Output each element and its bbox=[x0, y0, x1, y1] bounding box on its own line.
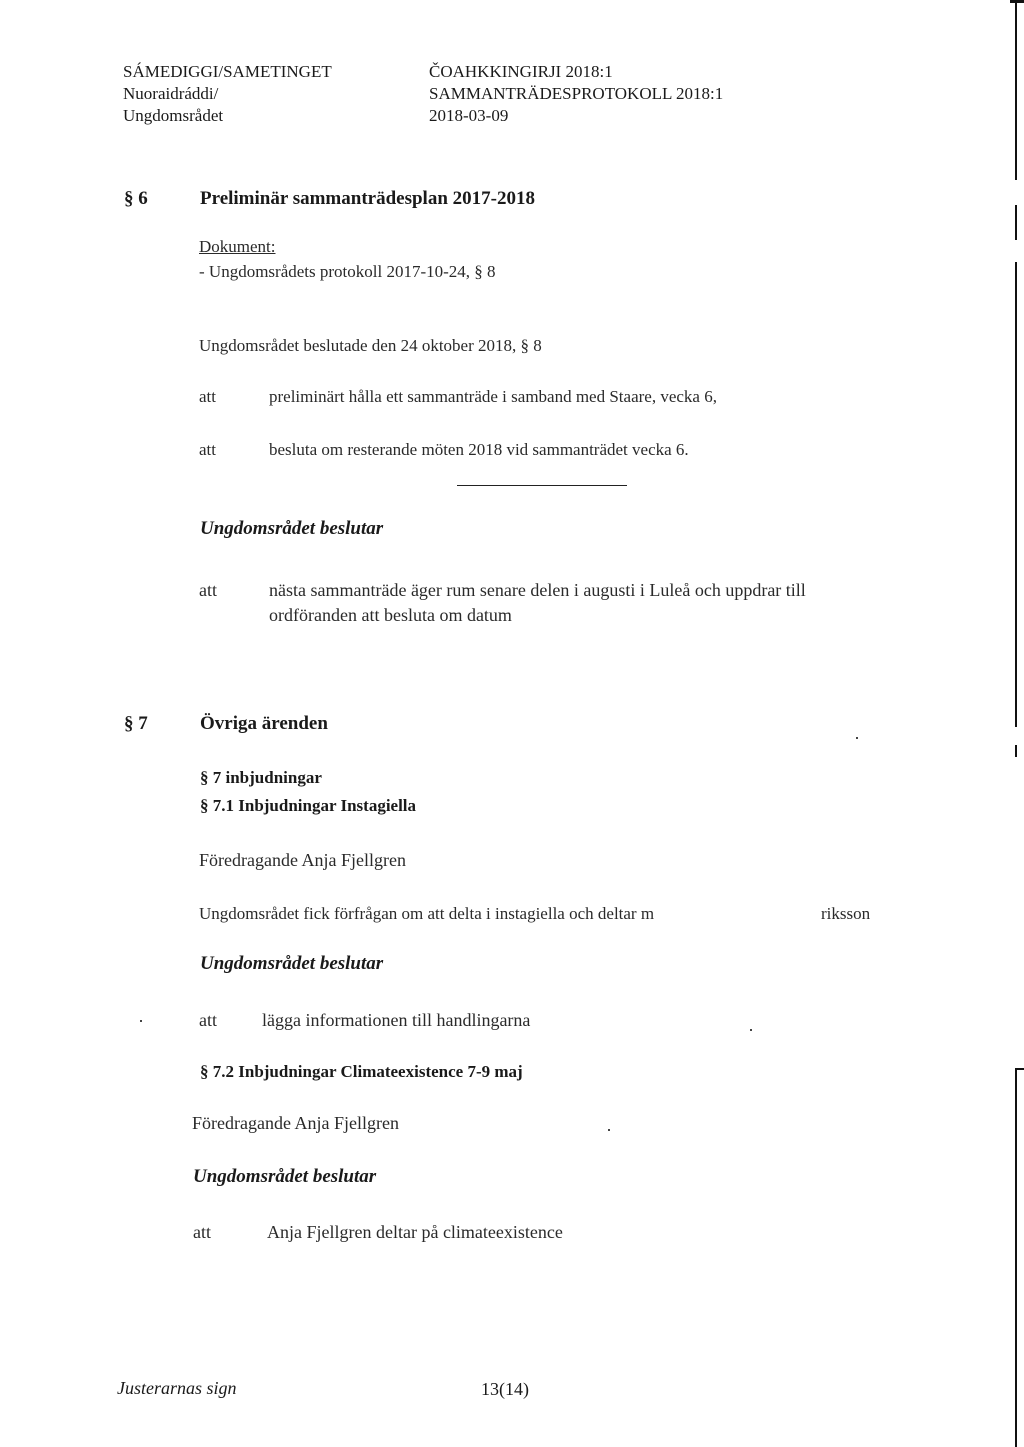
scan-speck bbox=[856, 737, 858, 739]
item-7-2-decision-att: att bbox=[193, 1222, 211, 1242]
section-6-decision-att: att bbox=[199, 580, 217, 600]
item-7-1-heading: § 7.1 Inbjudningar Instagiella bbox=[200, 796, 417, 815]
org-line-3: Ungdomsrådet bbox=[123, 106, 224, 125]
scan-edge-segment-3 bbox=[1015, 1068, 1017, 1447]
section-6-decision-line-2: ordföranden att besluta om datum bbox=[269, 605, 512, 625]
prior-item-1-att: att bbox=[199, 387, 216, 406]
prior-item-1-text: preliminärt hålla ett sammanträde i samband med Staare, vecka 6, bbox=[269, 387, 717, 406]
item-7-2-heading: § 7.2 Inbjudningar Climateexistence 7-9 maj bbox=[200, 1062, 523, 1081]
scan-speck bbox=[608, 1129, 610, 1131]
item-7-1-decision-att: att bbox=[199, 1010, 217, 1030]
prior-item-2-text: besluta om resterande möten 2018 vid sammanträdet vecka 6. bbox=[269, 440, 689, 459]
scan-edge-top bbox=[1010, 0, 1024, 3]
separator-line bbox=[457, 485, 627, 486]
org-line-1: SÁMEDIGGI/SAMETINGET bbox=[123, 62, 332, 81]
header-organization bbox=[123, 61, 332, 127]
scan-speck bbox=[140, 1020, 142, 1022]
scan-edge-bracket bbox=[1015, 1068, 1024, 1070]
documents-label: Dokument: bbox=[199, 237, 276, 256]
prior-decision-intro: Ungdomsrådet beslutade den 24 oktober 2018, § 8 bbox=[199, 336, 542, 355]
doc-line-1: ČOAHKKINGIRJI 2018:1 bbox=[429, 62, 613, 81]
scan-edge-segment-2 bbox=[1015, 262, 1017, 727]
item-7-1-body-continuation: riksson bbox=[821, 904, 871, 923]
item-7-1-decision-heading: Ungdomsrådet beslutar bbox=[200, 953, 384, 974]
section-6-decision-heading: Ungdomsrådet beslutar bbox=[200, 518, 384, 539]
section-7-number: § 7 bbox=[124, 713, 148, 734]
section-7-title: Övriga ärenden bbox=[200, 713, 328, 734]
section-7-subheading: § 7 inbjudningar bbox=[200, 768, 322, 787]
item-7-2-decision-heading: Ungdomsrådet beslutar bbox=[193, 1166, 377, 1187]
signature-label: Justerarnas sign bbox=[117, 1378, 237, 1398]
section-6-number: § 6 bbox=[124, 188, 148, 209]
doc-line-2: SAMMANTRÄDESPROTOKOLL 2018:1 bbox=[429, 84, 724, 103]
scan-speck bbox=[750, 1029, 752, 1031]
prior-item-2-att: att bbox=[199, 440, 216, 459]
item-7-1-presenter: Föredragande Anja Fjellgren bbox=[199, 850, 406, 870]
section-6-title: Preliminär sammanträdesplan 2017-2018 bbox=[200, 188, 535, 209]
item-7-2-decision-text: Anja Fjellgren deltar på climateexistence bbox=[267, 1222, 563, 1242]
item-7-1-body: Ungdomsrådet fick förfrågan om att delta i instagiella och deltar m bbox=[199, 904, 655, 923]
scan-edge-segment-1 bbox=[1015, 205, 1017, 240]
header-document-info bbox=[429, 61, 723, 127]
page-number: 13(14) bbox=[481, 1379, 529, 1399]
org-line-2: Nuoraidráddi/ bbox=[123, 84, 219, 103]
section-6-decision-line-1: nästa sammanträde äger rum senare delen i augusti i Luleå och uppdrar till bbox=[269, 580, 806, 600]
item-7-1-decision-text: lägga informationen till handlingarna bbox=[262, 1010, 531, 1030]
scan-edge-tick bbox=[1015, 745, 1017, 757]
doc-date: 2018-03-09 bbox=[429, 106, 509, 125]
scan-edge-line bbox=[1015, 0, 1017, 180]
document-item: - Ungdomsrådets protokoll 2017-10-24, § 8 bbox=[199, 262, 496, 281]
item-7-2-presenter: Föredragande Anja Fjellgren bbox=[192, 1113, 399, 1133]
